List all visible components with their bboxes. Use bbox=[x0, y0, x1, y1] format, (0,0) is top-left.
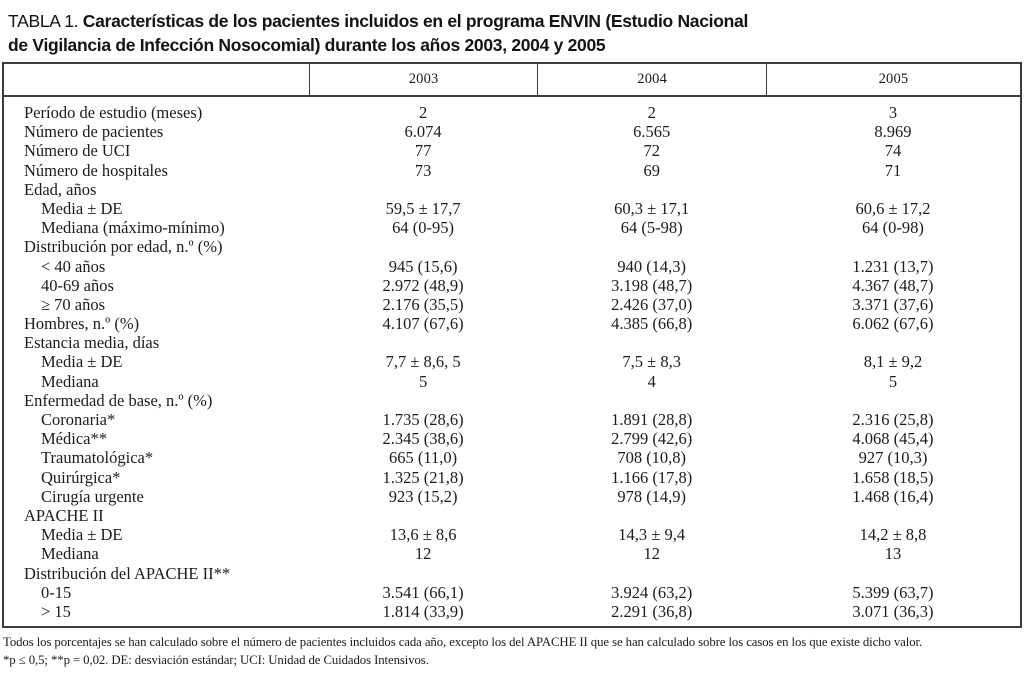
row-label: Mediana bbox=[41, 371, 99, 391]
cell-2004 bbox=[537, 391, 766, 410]
cell-2003: 7,7 ± 8,6, 5 bbox=[385, 352, 461, 372]
cell-2003: 6.074 bbox=[404, 122, 442, 142]
cell-2005: 1.231 (13,7) bbox=[852, 256, 934, 276]
cell-2004 bbox=[537, 333, 766, 352]
cell-2005 bbox=[766, 506, 1020, 525]
row-label: Media ± DE bbox=[41, 198, 123, 218]
cell-2004: 1.166 (17,8) bbox=[611, 467, 693, 487]
cell-2005 bbox=[766, 391, 1020, 410]
cell-2004: 64 (5-98) bbox=[620, 218, 683, 238]
footnote-line-2: *p ≤ 0,5; **p = 0,02. DE: desviación estándar; UCI: Unidad de Cuidados Intensivos. bbox=[3, 652, 429, 667]
row-label: 40-69 años bbox=[41, 275, 114, 295]
row-label: < 40 años bbox=[41, 256, 106, 276]
header-empty-cell bbox=[4, 64, 309, 95]
row-label: Hombres, n.º (%) bbox=[24, 314, 140, 334]
cell-2005 bbox=[766, 180, 1020, 199]
table-row bbox=[4, 487, 1020, 506]
cell-2005: 60,6 ± 17,2 bbox=[855, 198, 931, 218]
table-row bbox=[4, 314, 1020, 333]
row-label: Quirúrgica* bbox=[41, 467, 121, 487]
table-row bbox=[4, 372, 1020, 391]
cell-2005: 64 (0-98) bbox=[862, 218, 924, 238]
table-title-text-1: Características de los pacientes incluidos en el programa ENVIN (Estudio Nacional bbox=[82, 11, 749, 31]
table-row bbox=[4, 295, 1020, 314]
cell-2005: 6.062 (67,6) bbox=[852, 314, 934, 334]
cell-2004: 60,3 ± 17,1 bbox=[614, 198, 690, 218]
table-row bbox=[4, 506, 1020, 525]
cell-2005 bbox=[766, 237, 1020, 256]
cell-2003: 13,6 ± 8,6 bbox=[389, 525, 457, 545]
cell-2005: 927 (10,3) bbox=[858, 448, 928, 468]
cell-2003: 64 (0-95) bbox=[392, 218, 455, 238]
cell-2004: 3.198 (48,7) bbox=[611, 275, 693, 295]
cell-2005: 5.399 (63,7) bbox=[852, 582, 934, 602]
cell-2003: 1.735 (28,6) bbox=[382, 410, 464, 429]
footnote-line-1: Todos los porcentajes se han calculado sobre el número de pacientes incluidos cada año, excepto los del APACHE II que se han calculado sobre los casos en los que existe dicho valor. bbox=[3, 635, 923, 649]
row-label: 0-15 bbox=[41, 582, 72, 602]
row-label: Media ± DE bbox=[41, 525, 123, 545]
cell-2004: 708 (10,8) bbox=[617, 448, 687, 468]
cell-2004 bbox=[537, 180, 766, 199]
cell-2003: 2 bbox=[418, 103, 428, 122]
cell-2003: 2.345 (38,6) bbox=[382, 429, 464, 449]
cell-2004 bbox=[537, 564, 766, 583]
cell-2005: 4.068 (45,4) bbox=[852, 429, 934, 449]
row-label: > 15 bbox=[41, 601, 71, 621]
cell-2003: 73 bbox=[414, 160, 432, 180]
table-row bbox=[4, 333, 1020, 352]
cell-2004: 4 bbox=[647, 371, 656, 391]
row-label: Médica** bbox=[41, 429, 107, 449]
cell-2004: 12 bbox=[643, 544, 660, 564]
cell-2004: 978 (14,9) bbox=[617, 486, 687, 506]
table-title bbox=[8, 9, 748, 57]
cell-2004: 940 (14,3) bbox=[617, 256, 687, 276]
row-label: Media ± DE bbox=[41, 352, 123, 372]
table-row bbox=[4, 161, 1020, 180]
cell-2004: 1.891 (28,8) bbox=[611, 410, 693, 429]
cell-2003: 4.107 (67,6) bbox=[382, 314, 464, 334]
cell-2003: 77 bbox=[414, 141, 432, 161]
table-row bbox=[4, 544, 1020, 563]
cell-2004: 3.924 (63,2) bbox=[611, 582, 693, 602]
cell-2003 bbox=[309, 180, 538, 199]
cell-2005: 5 bbox=[888, 371, 898, 391]
cell-2003 bbox=[309, 333, 538, 352]
row-label: Mediana bbox=[41, 544, 99, 564]
table-row bbox=[4, 391, 1020, 410]
table-row bbox=[4, 352, 1020, 371]
table-row bbox=[4, 276, 1020, 295]
row-label: Estancia media, días bbox=[24, 333, 160, 353]
table-row bbox=[4, 410, 1020, 429]
row-label: Distribución del APACHE II** bbox=[24, 563, 231, 583]
table-row bbox=[4, 218, 1020, 237]
table-row bbox=[4, 180, 1020, 199]
table-header-row bbox=[4, 64, 1020, 97]
cell-2005 bbox=[766, 333, 1020, 352]
cell-2005: 8.969 bbox=[874, 122, 912, 142]
header-year-2004: 2004 bbox=[537, 64, 766, 95]
row-label: Edad, años bbox=[24, 179, 97, 199]
table-title-line-1 bbox=[8, 9, 748, 33]
cell-2003: 5 bbox=[418, 371, 428, 391]
row-label: Número de pacientes bbox=[24, 122, 164, 142]
cell-2004: 2.291 (36,8) bbox=[611, 601, 693, 621]
cell-2004: 14,3 ± 9,4 bbox=[618, 525, 686, 545]
cell-2003 bbox=[309, 391, 538, 410]
cell-2003: 3.541 (66,1) bbox=[382, 582, 464, 602]
cell-2004 bbox=[537, 506, 766, 525]
table-footnotes bbox=[3, 634, 922, 669]
row-label: Número de hospitales bbox=[24, 160, 168, 180]
cell-2003: 945 (15,6) bbox=[388, 256, 458, 276]
cell-2005: 1.658 (18,5) bbox=[852, 467, 934, 487]
row-label: APACHE II bbox=[24, 505, 104, 525]
row-label: ≥ 70 años bbox=[41, 294, 106, 314]
cell-2005: 2.316 (25,8) bbox=[852, 410, 934, 429]
table-row bbox=[4, 257, 1020, 276]
cell-2004: 69 bbox=[643, 160, 660, 180]
cell-2005: 4.367 (48,7) bbox=[852, 275, 934, 295]
cell-2003 bbox=[309, 564, 538, 583]
table-row bbox=[4, 468, 1020, 487]
cell-2005: 3 bbox=[888, 103, 898, 122]
cell-2003: 1.325 (21,8) bbox=[382, 467, 464, 487]
cell-2003 bbox=[309, 237, 538, 256]
table-row bbox=[4, 199, 1020, 218]
row-label: Período de estudio (meses) bbox=[24, 103, 203, 122]
cell-2005: 14,2 ± 8,8 bbox=[859, 525, 927, 545]
cell-2004: 2 bbox=[647, 103, 656, 122]
row-label: Coronaria* bbox=[41, 410, 116, 429]
cell-2005: 8,1 ± 9,2 bbox=[863, 352, 923, 372]
table-row bbox=[4, 103, 1020, 122]
cell-2004 bbox=[537, 237, 766, 256]
cell-2004: 2.426 (37,0) bbox=[611, 294, 693, 314]
row-label: Enfermedad de base, n.º (%) bbox=[24, 390, 213, 410]
header-year-2005: 2005 bbox=[766, 64, 1020, 95]
table-row bbox=[4, 583, 1020, 602]
table-row bbox=[4, 448, 1020, 467]
cell-2005: 13 bbox=[884, 544, 902, 564]
table-row bbox=[4, 525, 1020, 544]
row-label: Cirugía urgente bbox=[41, 486, 144, 506]
cell-2004: 2.799 (42,6) bbox=[611, 429, 693, 449]
cell-2003 bbox=[309, 506, 538, 525]
cell-2003: 1.814 (33,9) bbox=[382, 601, 464, 621]
cell-2004: 7,5 ± 8,3 bbox=[622, 352, 681, 372]
cell-2003: 12 bbox=[414, 544, 432, 564]
header-year-2003: 2003 bbox=[309, 64, 538, 95]
table-body bbox=[4, 97, 1020, 621]
table-row bbox=[4, 564, 1020, 583]
data-table bbox=[2, 62, 1022, 628]
cell-2005: 1.468 (16,4) bbox=[852, 486, 934, 506]
cell-2003: 59,5 ± 17,7 bbox=[385, 198, 461, 218]
cell-2005 bbox=[766, 564, 1020, 583]
cell-2005: 3.371 (37,6) bbox=[852, 294, 934, 314]
cell-2003: 923 (15,2) bbox=[388, 486, 458, 506]
table-row bbox=[4, 237, 1020, 256]
table-number-label: TABLA 1. bbox=[8, 11, 79, 31]
table-title-line-2: de Vigilancia de Infección Nosocomial) durante los años 2003, 2004 y 2005 bbox=[8, 35, 606, 55]
row-label: Número de UCI bbox=[24, 141, 131, 161]
cell-2005: 3.071 (36,3) bbox=[852, 601, 934, 621]
cell-2003: 2.176 (35,5) bbox=[382, 294, 464, 314]
cell-2005: 71 bbox=[884, 160, 902, 180]
row-label: Mediana (máximo-mínimo) bbox=[41, 218, 225, 238]
table-row bbox=[4, 429, 1020, 448]
cell-2004: 72 bbox=[643, 141, 660, 161]
table-row bbox=[4, 141, 1020, 160]
cell-2004: 6.565 bbox=[633, 122, 671, 142]
cell-2005: 74 bbox=[884, 141, 902, 161]
table-row bbox=[4, 122, 1020, 141]
table-row bbox=[4, 602, 1020, 621]
cell-2004: 4.385 (66,8) bbox=[611, 314, 693, 334]
row-label: Traumatológica* bbox=[41, 448, 154, 468]
row-label: Distribución por edad, n.º (%) bbox=[24, 237, 223, 257]
cell-2003: 2.972 (48,9) bbox=[382, 275, 464, 295]
cell-2003: 665 (11,0) bbox=[389, 448, 458, 468]
